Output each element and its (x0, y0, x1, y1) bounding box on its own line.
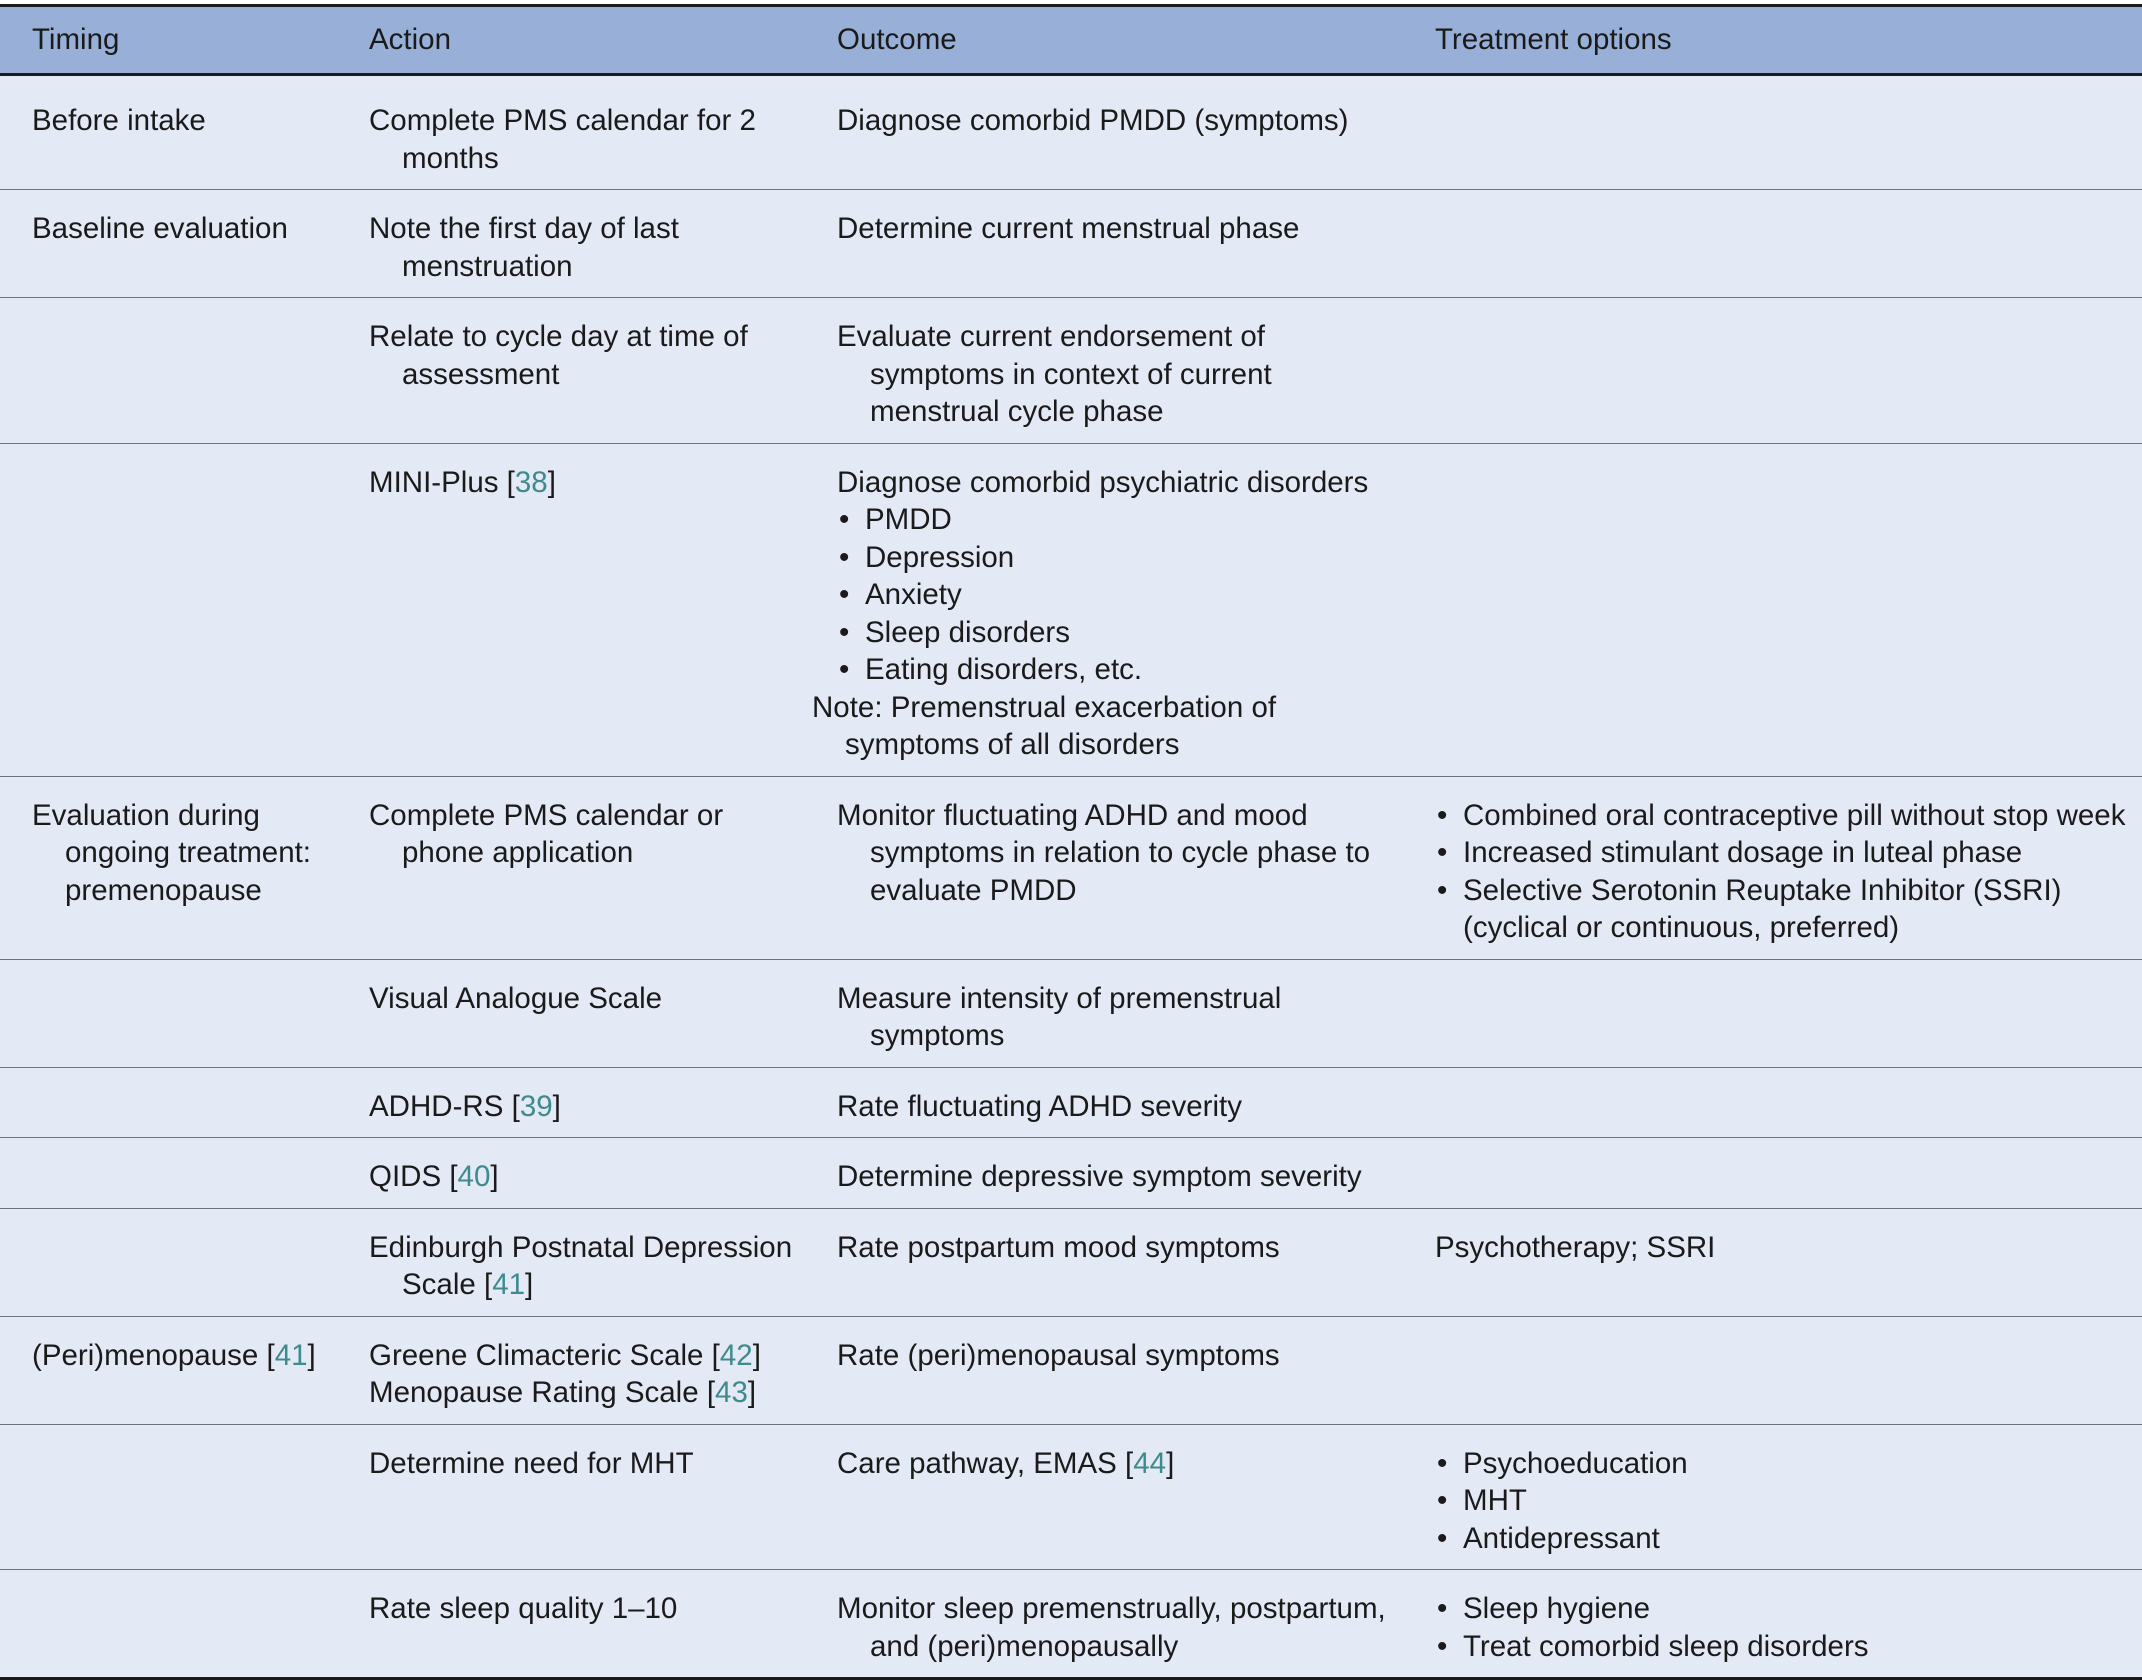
table-row (0, 1138, 2142, 1209)
cell-treatment (1403, 298, 2142, 444)
cell-treatment (1403, 1570, 2142, 1679)
timing-text: Before intake (32, 104, 206, 137)
table-row (0, 1316, 2142, 1424)
cell-action (337, 1424, 805, 1570)
table-row (0, 1067, 2142, 1138)
treatment-list (1435, 797, 2130, 947)
action-line: Greene Climacteric Scale [42] (369, 1338, 761, 1372)
outcome-text: Measure intensity of premenstrual symptoms (837, 981, 1282, 1052)
outcome-text: Diagnose comorbid psychiatric disorders (837, 465, 1369, 499)
cell-timing (0, 1067, 337, 1138)
cell-action (337, 1208, 805, 1316)
action-text: Greene Climacteric Scale (369, 1338, 704, 1372)
cell-outcome (805, 1570, 1403, 1679)
table-row (0, 1208, 2142, 1316)
list-item: • Eating disorders, etc. (837, 651, 1391, 689)
table-row (0, 443, 2142, 776)
cell-treatment (1403, 1316, 2142, 1424)
action-text: Visual Analogue Scale (369, 981, 663, 1015)
list-item: • Sleep hygiene (1435, 1590, 2130, 1628)
cell-outcome (805, 1138, 1403, 1209)
cell-timing (0, 298, 337, 444)
cell-action (337, 298, 805, 444)
outcome-text: Rate postpartum mood symptoms (837, 1230, 1280, 1264)
list-item: • Psychoeducation (1435, 1445, 2130, 1483)
cell-outcome: Care pathway, EMAS [44] (837, 1446, 1175, 1480)
timing-text: (Peri)menopause (32, 1338, 259, 1372)
treatment-list (1435, 1445, 2130, 1558)
cell-treatment (1403, 776, 2142, 959)
table-row (0, 75, 2142, 190)
cell-action (337, 75, 805, 190)
cell-outcome (805, 1208, 1403, 1316)
action-text: Note the first day of last menstruation (369, 212, 679, 283)
cell-outcome (805, 1067, 1403, 1138)
reference-link[interactable]: 39 (519, 1089, 553, 1123)
reference-link[interactable]: 44 (1133, 1446, 1167, 1480)
cell-action (337, 959, 805, 1067)
monitoring-table-container (0, 4, 2142, 1680)
timing-text: Evaluation during ongoing treatment: premenopause (32, 798, 311, 907)
list-item: • Increased stimulant dosage in luteal phase (1435, 834, 2130, 872)
outcome-text: Care pathway, EMAS (837, 1446, 1117, 1480)
cell-outcome (805, 75, 1403, 190)
cell-treatment (1403, 443, 2142, 776)
reference-link[interactable]: 41 (274, 1338, 308, 1372)
monitoring-table (0, 4, 2142, 1680)
list-item: • Sleep disorders (837, 614, 1391, 652)
cell-action (337, 190, 805, 298)
action-text: Relate to cycle day at time of assessment (369, 320, 748, 391)
cell-action: QIDS [40] (369, 1160, 499, 1193)
header-timing: Timing (32, 23, 120, 57)
outcome-note: Note: Premenstrual exacerbation of symptoms of all disorders (812, 690, 1277, 761)
outcome-text: Evaluate current endorsement of symptoms in context of current menstrual cycle phase (837, 320, 1272, 428)
cell-treatment (1403, 1138, 2142, 1209)
list-item: • Anxiety (837, 576, 1391, 614)
cell-action (337, 776, 805, 959)
action-text: QIDS (369, 1160, 442, 1193)
outcome-text: Rate (peri)menopausal symptoms (837, 1338, 1280, 1372)
action-text: Rate sleep quality 1–10 (369, 1592, 678, 1625)
reference-link[interactable]: 38 (514, 465, 548, 499)
treatment-list (1435, 1590, 2130, 1665)
action-text: ADHD-RS (369, 1089, 504, 1123)
cell-action (337, 1570, 805, 1679)
cell-outcome (805, 1316, 1403, 1424)
reference-link[interactable]: 41 (492, 1268, 526, 1301)
list-item: • MHT (1435, 1482, 2130, 1520)
list-item: • Treat comorbid sleep disorders (1435, 1628, 2130, 1666)
cell-treatment (1403, 1208, 2142, 1316)
action-text: Determine need for MHT (369, 1446, 694, 1480)
treatment-text: Psychotherapy; SSRI (1435, 1230, 1716, 1264)
header-outcome: Outcome (837, 23, 957, 57)
cell-outcome (805, 443, 1403, 776)
action-label: Edinburgh Postnatal Depression Scale (369, 1230, 793, 1301)
action-text: Complete PMS calendar or phone application (369, 798, 724, 869)
cell-treatment (1403, 190, 2142, 298)
cell-timing: (Peri)menopause [41] (32, 1338, 316, 1372)
cell-timing (0, 959, 337, 1067)
table-row (0, 1570, 2142, 1679)
action-text: Menopause Rating Scale (369, 1376, 699, 1409)
table-row (0, 1424, 2142, 1570)
cell-timing (0, 1208, 337, 1316)
cell-treatment (1403, 1067, 2142, 1138)
outcome-text: Monitor fluctuating ADHD and mood symptoms in relation to cycle phase to evaluate PMDD (837, 798, 1371, 907)
cell-treatment (1403, 75, 2142, 190)
table-header (0, 6, 2142, 75)
cell-action: MINI-Plus [38] (369, 465, 556, 499)
reference-link[interactable]: 42 (719, 1338, 753, 1372)
timing-text: Baseline evaluation (32, 212, 288, 245)
outcome-text: Rate fluctuating ADHD severity (837, 1089, 1242, 1123)
disorder-list (837, 501, 1391, 689)
outcome-text: Monitor sleep premenstrually, postpartum, and (peri)menopausally (837, 1592, 1386, 1663)
table-row (0, 776, 2142, 959)
table-row (0, 190, 2142, 298)
cell-timing (0, 190, 337, 298)
cell-timing (0, 443, 337, 776)
cell-treatment (1403, 1424, 2142, 1570)
table-row (0, 298, 2142, 444)
action-text: Edinburgh Postnatal Depression Scale [41] (369, 1230, 793, 1301)
outcome-text: Diagnose comorbid PMDD (symptoms) (837, 104, 1349, 137)
cell-outcome (805, 298, 1403, 444)
header-row (0, 6, 2142, 75)
table-body (0, 75, 2142, 1679)
list-item: • Selective Serotonin Reuptake Inhibitor (SSRI) (cyclical or continuous, preferred) (1435, 872, 2130, 947)
cell-timing (0, 1138, 337, 1209)
reference-link[interactable]: 43 (715, 1376, 748, 1409)
header-treatment-options: Treatment options (1435, 23, 1672, 57)
cell-timing (0, 776, 337, 959)
cell-timing (0, 1424, 337, 1570)
action-line: Menopause Rating Scale [43] (369, 1376, 757, 1409)
list-item: • Depression (837, 539, 1391, 577)
cell-timing (0, 1570, 337, 1679)
cell-treatment (1403, 959, 2142, 1067)
outcome-text: Determine depressive symptom severity (837, 1160, 1362, 1193)
list-item: • Combined oral contraceptive pill without stop week (1435, 797, 2130, 835)
cell-action (337, 1316, 805, 1424)
action-text: MINI-Plus (369, 465, 499, 499)
cell-timing (0, 75, 337, 190)
cell-outcome (805, 959, 1403, 1067)
action-text: Complete PMS calendar for 2 months (369, 104, 756, 175)
header-action: Action (369, 23, 451, 57)
table-row (0, 959, 2142, 1067)
cell-outcome (805, 776, 1403, 959)
cell-action: ADHD-RS [39] (369, 1089, 561, 1123)
reference-link[interactable]: 40 (457, 1160, 491, 1193)
list-item: • PMDD (837, 501, 1391, 539)
list-item: • Antidepressant (1435, 1520, 2130, 1558)
outcome-text: Determine current menstrual phase (837, 212, 1300, 245)
cell-outcome (805, 190, 1403, 298)
